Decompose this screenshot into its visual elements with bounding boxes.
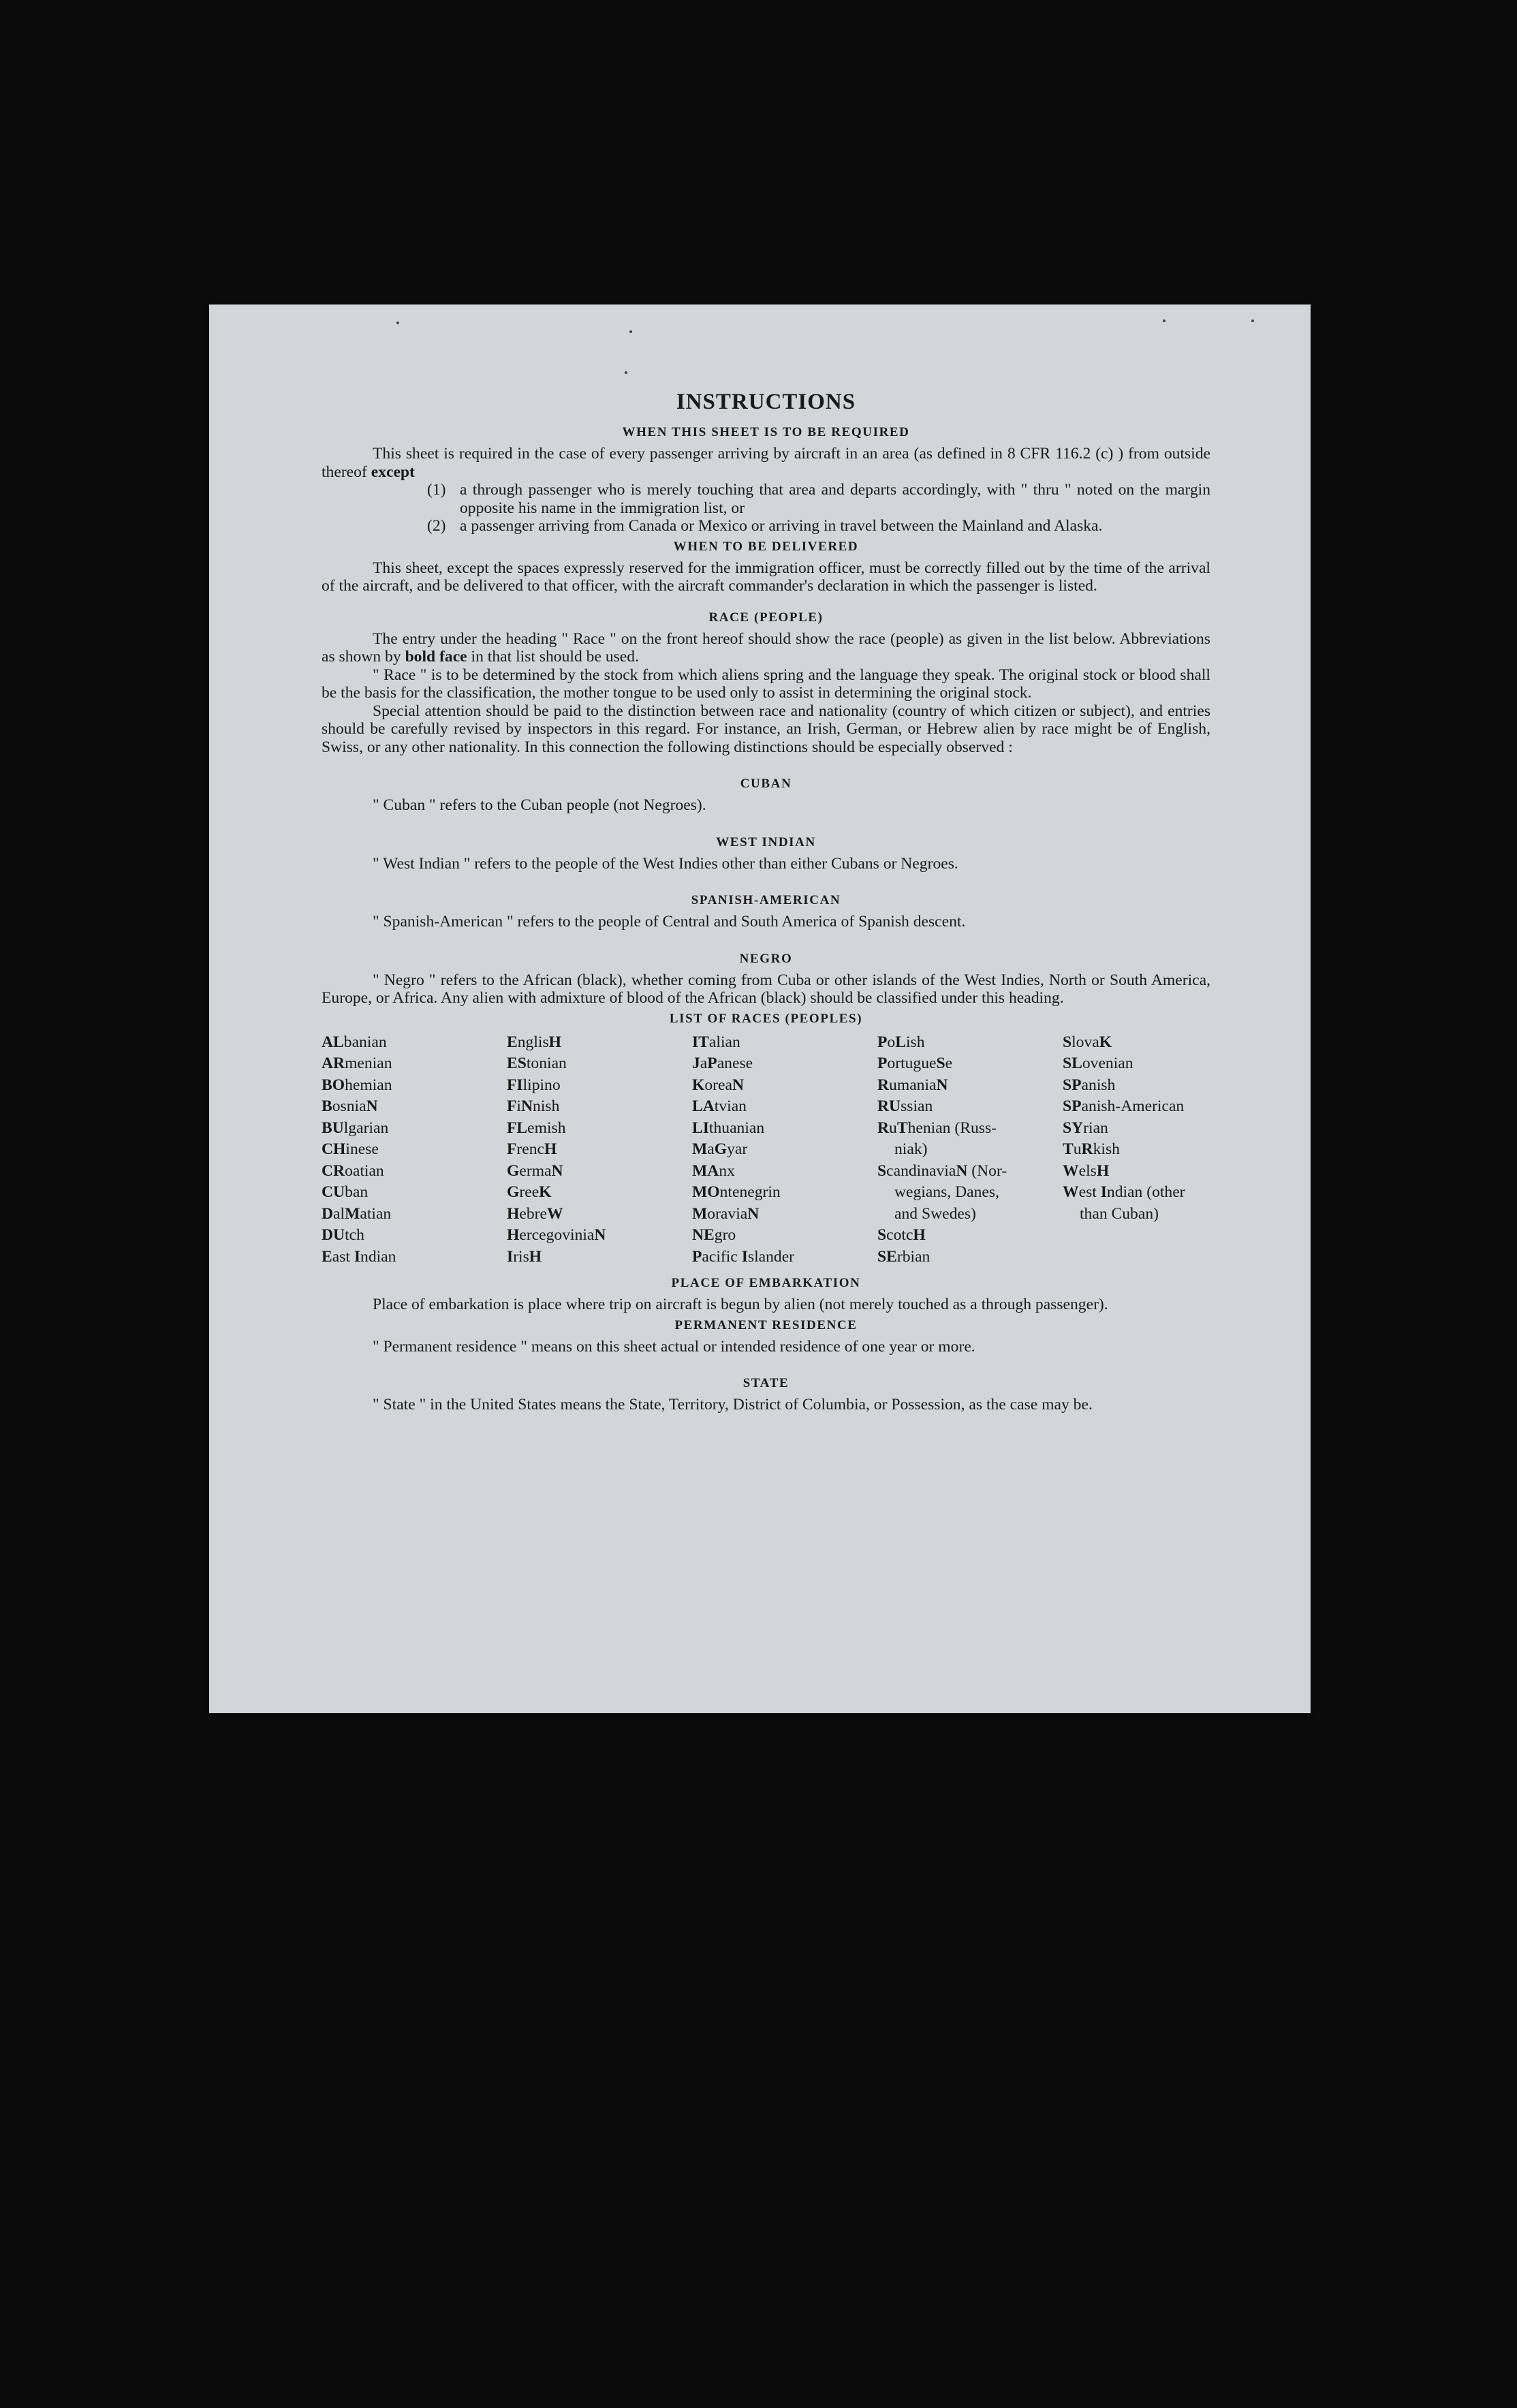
race-entry: SYrian <box>1063 1119 1108 1137</box>
race-entry: BUlgarian <box>322 1119 389 1137</box>
race-entry: EStonian <box>507 1054 567 1072</box>
paragraph-cuban: " Cuban " refers to the Cuban people (not Negroes). <box>373 796 706 814</box>
race-entry: CRoatian <box>322 1161 384 1180</box>
races-column <box>507 1032 692 1268</box>
race-entry: and Swedes) <box>894 1204 976 1223</box>
race-entry: SPanish <box>1063 1076 1116 1094</box>
race-entry: PoLish <box>877 1033 925 1051</box>
race-entry: CHinese <box>322 1140 379 1158</box>
paragraph-spanish-american: " Spanish-American " refers to the people of Central and South America of Spanish descent. <box>373 913 966 931</box>
race-entry: WelsH <box>1063 1161 1110 1180</box>
race-entry: FIlipino <box>507 1076 561 1094</box>
race-entry: BosniaN <box>322 1097 378 1115</box>
race-entry: RumaniaN <box>877 1076 948 1094</box>
race-entry: DalMatian <box>322 1204 392 1223</box>
document-sheet <box>209 304 1311 1713</box>
race-entry: JaPanese <box>692 1054 753 1072</box>
race-entry: GreeK <box>507 1183 552 1201</box>
race-entry: Pacific Islander <box>692 1247 795 1266</box>
race-entry: DUtch <box>322 1226 364 1244</box>
race-entry: LIthuanian <box>692 1119 765 1137</box>
race-entry: East Indian <box>322 1247 396 1266</box>
heading-negro: NEGRO <box>739 951 793 966</box>
race-entry: SlovaK <box>1063 1033 1112 1051</box>
race-entry: MaGyar <box>692 1140 748 1158</box>
race-entry: MAnx <box>692 1161 735 1180</box>
race-entry: HercegoviniaN <box>507 1226 606 1244</box>
heading-races-list: LIST OF RACES (PEOPLES) <box>669 1011 863 1026</box>
heading-when-required: WHEN THIS SHEET IS TO BE REQUIRED <box>622 425 910 439</box>
race-entry: LAtvian <box>692 1097 747 1115</box>
heading-when-delivered: WHEN TO BE DELIVERED <box>673 539 859 554</box>
race-entry: FLemish <box>507 1119 566 1137</box>
heading-race: RACE (PEOPLE) <box>708 610 824 625</box>
race-entry: FiNnish <box>507 1097 560 1115</box>
race-entry: SPanish-American <box>1063 1097 1185 1115</box>
race-entry: PortugueSe <box>877 1054 953 1072</box>
race-entry: RUssian <box>877 1097 933 1115</box>
paragraph-race-3: Special attention should be paid to the distinction between race and nationality (country of which citizen or subject), and entries should be carefully revised by inspectors in this regard. For instance, an Irish, German, or Hebrew alien by race might be of English, Swiss, or any other nationality. In this connection the following distinctions should be especially observed : <box>322 702 1210 756</box>
race-entry: ITalian <box>692 1033 740 1051</box>
race-entry: ARmenian <box>322 1054 392 1072</box>
paragraph-race-2: " Race " is to be determined by the stock from which aliens spring and the language they speak. The original stock or blood shall be the basis for the classification, the mother tongue to be used only to assist in determining the original stock. <box>322 666 1210 702</box>
paragraph-west-indian: " West Indian " refers to the people of the West Indies other than either Cubans or Negroes. <box>373 854 958 873</box>
document-content <box>322 390 1210 1414</box>
heading-residence: PERMANENT RESIDENCE <box>674 1317 858 1332</box>
race-entry: ALbanian <box>322 1033 387 1051</box>
races-column <box>1063 1032 1213 1268</box>
scan-speck <box>625 371 627 374</box>
scan-speck <box>396 322 399 324</box>
paragraph-negro: " Negro " refers to the African (black), whether coming from Cuba or other islands of the West Indies, North or South America, Europe, or Africa. Any alien with admixture of blood of the African (black) should be classified under this heading. <box>322 971 1210 1007</box>
scan-speck <box>629 330 632 333</box>
heading-cuban: CUBAN <box>740 777 792 791</box>
race-entry: CUban <box>322 1183 369 1201</box>
races-column <box>877 1032 1063 1268</box>
scan-speck <box>1251 319 1254 322</box>
race-entry: West Indian (other <box>1063 1183 1185 1201</box>
race-entry: ScandinaviaN (Nor- <box>877 1161 1007 1180</box>
list-item: (1) a through passenger who is merely touching that area and departs accordingly, with " thru " noted on the margin opposite his name in the immigration list, or <box>427 481 1210 517</box>
race-entry: NEgro <box>692 1226 736 1244</box>
race-entry: ScotcH <box>877 1226 926 1244</box>
paragraph-when-delivered: This sheet, except the spaces expressly reserved for the immigration officer, must be correctly filled out by the time of the arrival of the aircraft, and be delivered to that officer, with the aircraft commander's declaration in which the passenger is listed. <box>322 559 1210 595</box>
race-entry: SLovenian <box>1063 1054 1133 1072</box>
race-entry: GermaN <box>507 1161 563 1180</box>
race-entry: SErbian <box>877 1247 930 1266</box>
race-entry: IrisH <box>507 1247 542 1266</box>
race-entry: TuRkish <box>1063 1140 1120 1158</box>
heading-embarkation: PLACE OF EMBARKATION <box>671 1276 861 1290</box>
race-entry: than Cuban) <box>1080 1204 1159 1223</box>
paragraph-when-required: This sheet is required in the case of every passenger arriving by aircraft in an area (as defined in 8 CFR 116.2 (c) ) from outside thereof except <box>322 445 1210 481</box>
heading-spanish-american: SPANISH-AMERICAN <box>691 893 841 907</box>
races-list <box>322 1032 1210 1268</box>
heading-state: STATE <box>742 1376 789 1390</box>
heading-west-indian: WEST INDIAN <box>716 834 816 849</box>
race-entry: KoreaN <box>692 1076 745 1094</box>
race-entry: EnglisH <box>507 1033 561 1051</box>
paragraph-state: " State " in the United States means the State, Territory, District of Columbia, or Possession, as the case may be. <box>373 1396 1093 1413</box>
race-entry: FrencH <box>507 1140 557 1158</box>
bold-except: except <box>371 463 415 481</box>
race-entry: MOntenegrin <box>692 1183 781 1201</box>
race-entry: MoraviaN <box>692 1204 760 1223</box>
race-entry: wegians, Danes, <box>894 1183 999 1201</box>
paragraph-residence: " Permanent residence " means on this sheet actual or intended residence of one year or more. <box>373 1337 975 1356</box>
race-entry: niak) <box>894 1140 928 1158</box>
race-entry: RuThenian (Russ- <box>877 1119 997 1137</box>
page-title: INSTRUCTIONS <box>676 390 856 414</box>
paragraph-embarkation: Place of embarkation is place where trip on aircraft is begun by alien (not merely touched as a through passenger). <box>373 1296 1108 1313</box>
paragraph-race-1: The entry under the heading " Race " on the front hereof should show the race (people) as given in the list below. Abbreviations as shown by bold face in that list should be used. <box>322 629 1210 666</box>
races-column <box>692 1032 877 1268</box>
race-entry: BOhemian <box>322 1076 392 1094</box>
list-item: (2) a passenger arriving from Canada or Mexico or arriving in travel between the Mainland and Alaska. <box>427 517 1103 535</box>
scan-speck <box>1163 319 1166 322</box>
races-column <box>322 1032 507 1268</box>
race-entry: HebreW <box>507 1204 563 1223</box>
